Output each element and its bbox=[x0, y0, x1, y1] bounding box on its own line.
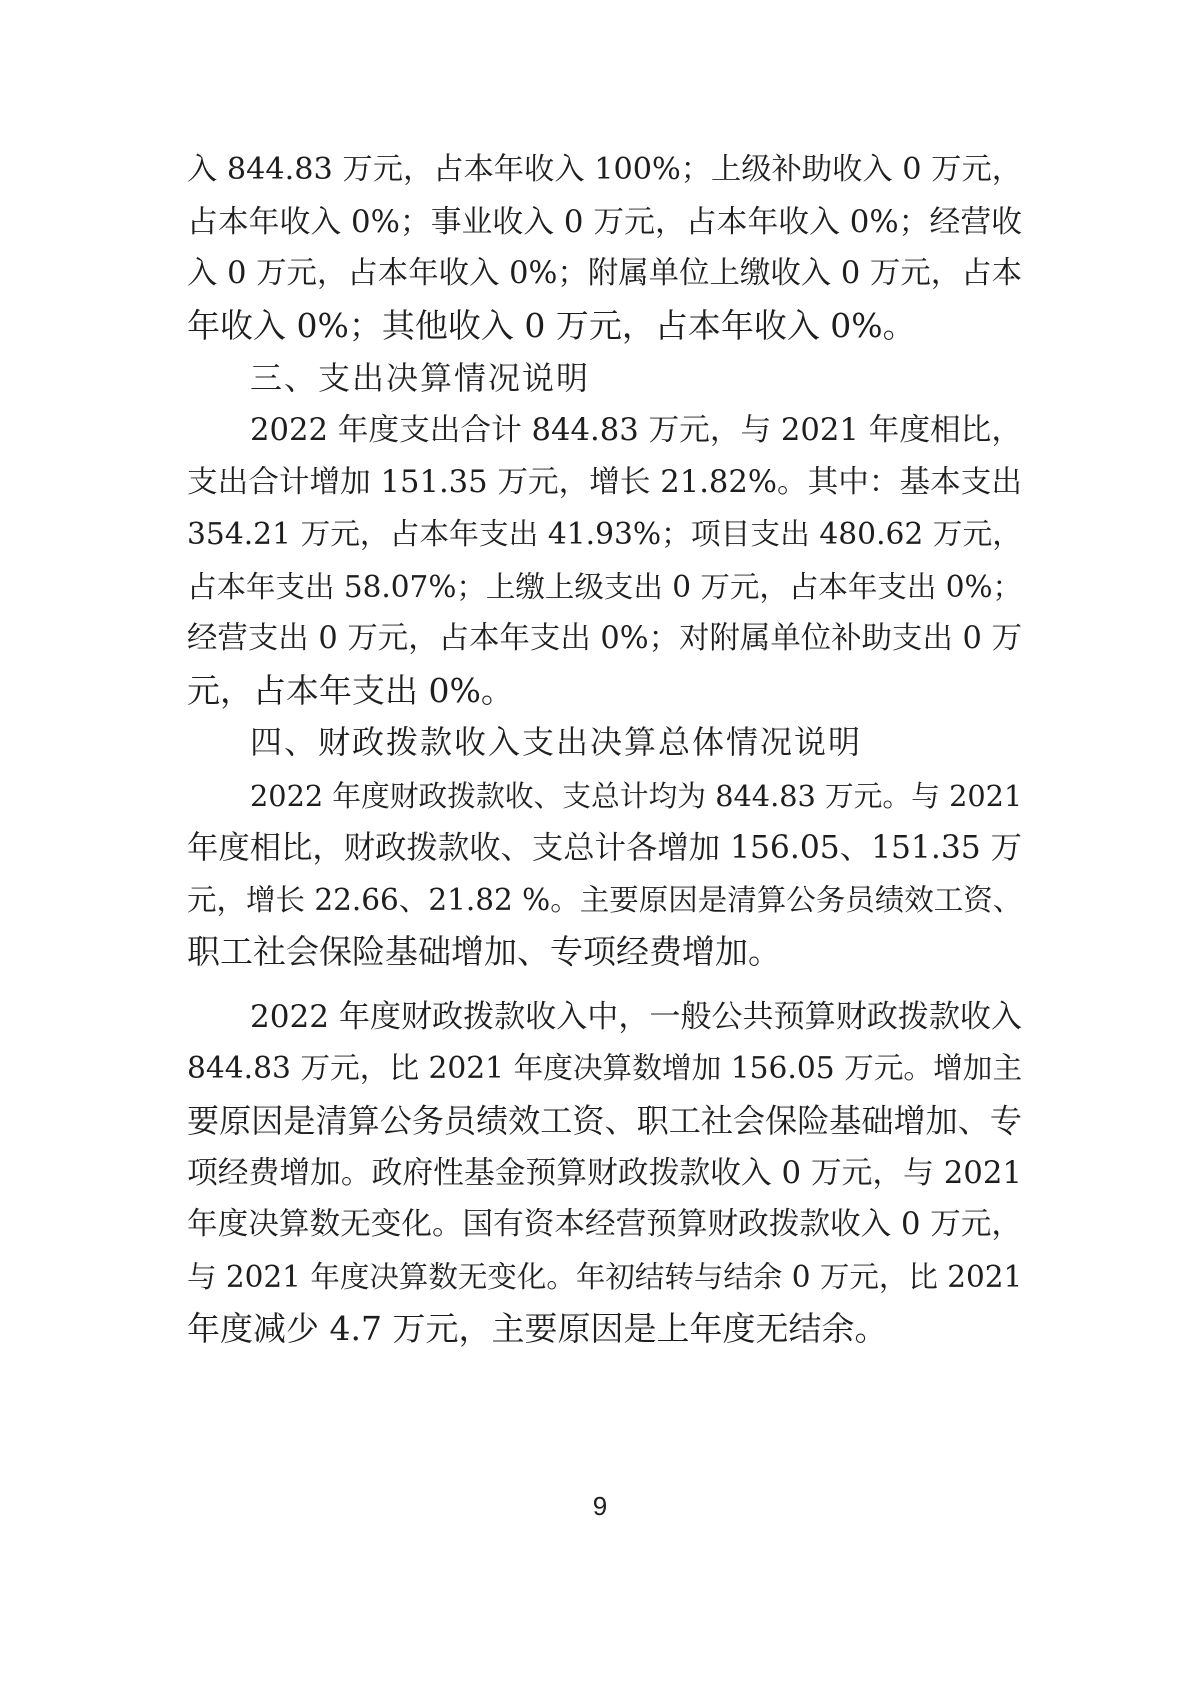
section-heading-expenditure: 三、支出决算情况说明 bbox=[250, 359, 591, 397]
page-number: 9 bbox=[592, 1491, 608, 1521]
text-line: 年度相比，财政拨款收、支总计各增加 156.05、151.35 万 bbox=[187, 830, 1022, 866]
text-line: 经营支出 0 万元，占本年支出 0%；对附属单位补助支出 0 万 bbox=[187, 621, 1022, 656]
text-line: 占本年支出 58.07%；上缴上级支出 0 万元，占本年支出 0%； bbox=[187, 570, 1023, 604]
text-line: 2022 年度财政拨款收、支总计均为 844.83 万元。与 2021 bbox=[250, 779, 1023, 813]
text-line: 要原因是清算公务员绩效工资、职工社会保险基础增加、专 bbox=[187, 1102, 1022, 1140]
text-line: 354.21 万元，占本年支出 41.93%；项目支出 480.62 万元， bbox=[187, 517, 1022, 552]
text-line: 项经费增加。政府性基金预算财政拨款收入 0 万元，与 2021 bbox=[187, 1155, 1022, 1191]
text-line: 2022 年度支出合计 844.83 万元，与 2021 年度相比， bbox=[250, 413, 1022, 448]
text-line: 支出合计增加 151.35 万元，增长 21.82%。其中：基本支出 bbox=[187, 465, 1022, 500]
text-line: 入 844.83 万元，占本年收入 100%；上级补助收入 0 万元， bbox=[187, 152, 1022, 187]
text-line: 2022 年度财政拨款收入中，一般公共预算财政拨款收入 bbox=[250, 999, 1022, 1035]
text-line: 入 0 万元，占本年收入 0%；附属单位上缴收入 0 万元，占本 bbox=[187, 256, 1022, 291]
text-line: 年度减少 4.7 万元，主要原因是上年度无结余。 bbox=[187, 1309, 888, 1348]
text-line: 年收入 0%；其他收入 0 万元，占本年收入 0%。 bbox=[187, 306, 916, 345]
section-heading-fiscal: 四、财政拨款收入支出决算总体情况说明 bbox=[250, 723, 863, 761]
text-line: 元，增长 22.66、21.82 %。主要原因是清算公务员绩效工资、 bbox=[187, 883, 1023, 917]
text-line: 职工社会保险基础增加、专项经费增加。 bbox=[187, 932, 781, 971]
text-line: 844.83 万元，比 2021 年度决算数增加 156.05 万元。增加主 bbox=[187, 1051, 1023, 1086]
text-line: 占本年收入 0%；事业收入 0 万元，占本年收入 0%；经营收 bbox=[187, 204, 1022, 240]
text-line: 年度决算数无变化。国有资本经营预算财政拨款收入 0 万元， bbox=[187, 1207, 1022, 1242]
text-line: 与 2021 年度决算数无变化。年初结转与结余 0 万元，比 2021 bbox=[187, 1260, 1023, 1294]
text-line: 元，占本年支出 0%。 bbox=[187, 671, 514, 710]
